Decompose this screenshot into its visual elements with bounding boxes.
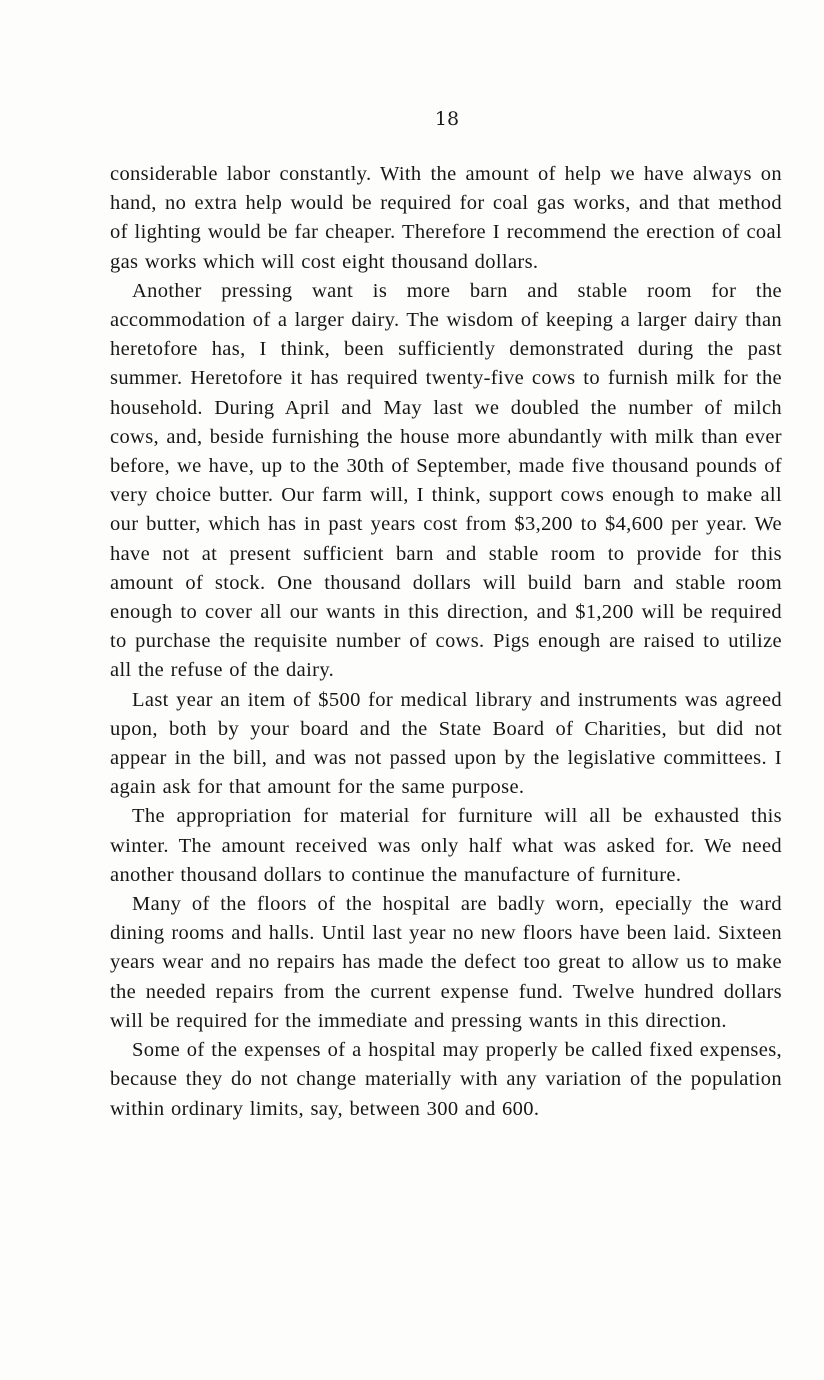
paragraph-coal-gas: considerable labor constantly. With the amount of help we have always on hand, no extra help would be required for coal gas works, and that method of lighting would be far cheaper. Therefore I recommend the erection of coal gas works which will cost eight thousand dollars. [110, 163, 782, 273]
paragraph-fixed-expenses: Some of the expenses of a hospital may properly be called fixed expenses, because they do not change materially with any variation of the population within ordinary limits, say, between 300 and 600. [110, 1039, 782, 1120]
paragraph-floors: Many of the floors of the hospital are badly worn, epecially the ward dining rooms and halls. Until last year no new floors have been laid. Sixteen years wear and no repairs has made the defect too great to allow us to make the needed repairs from the current expense fund. Twelve hundred dollars will be required for the immediate and pressing wants in this direction. [110, 893, 782, 1032]
paragraph-barn-dairy: Another pressing want is more barn and stable room for the accommodation of a larger dairy. The wisdom of keeping a larger dairy than heretofore has, I think, been sufficiently demonstrated during the past summer. Heretofore it has required twenty-five cows to furnish milk for the household. During April and May last we doubled the number of milch cows, and, beside furnishing the house more abundantly with milk than ever before, we have, up to the 30th of September, made five thousand pounds of very choice butter. Our farm will, I think, support cows enough to make all our butter, which has in past years cost from $3,200 to $4,600 per year. We have not at present sufficient barn and stable room to provide for this amount of stock. One thousand dollars will build barn and stable room enough to cover all our wants in this direction, and $1,200 will be required to purchase the requisite number of cows. Pigs enough are raised to utilize all the refuse of the dairy. [110, 279, 782, 682]
paragraph-furniture: The appropriation for material for furniture will all be exhausted this winter. The amount received was only half what was asked for. We need another thousand dollars to continue the manufacture of furniture. [110, 805, 782, 886]
page-number: 18 [434, 108, 460, 130]
paragraph-medical-library: Last year an item of $500 for medical library and instruments was agreed upon, both by your board and the State Board of Charities, but did not appear in the bill, and was not passed upon by the legislative committees. I again ask for that amount for the same purpose. [110, 688, 782, 799]
body-text [110, 160, 782, 1124]
